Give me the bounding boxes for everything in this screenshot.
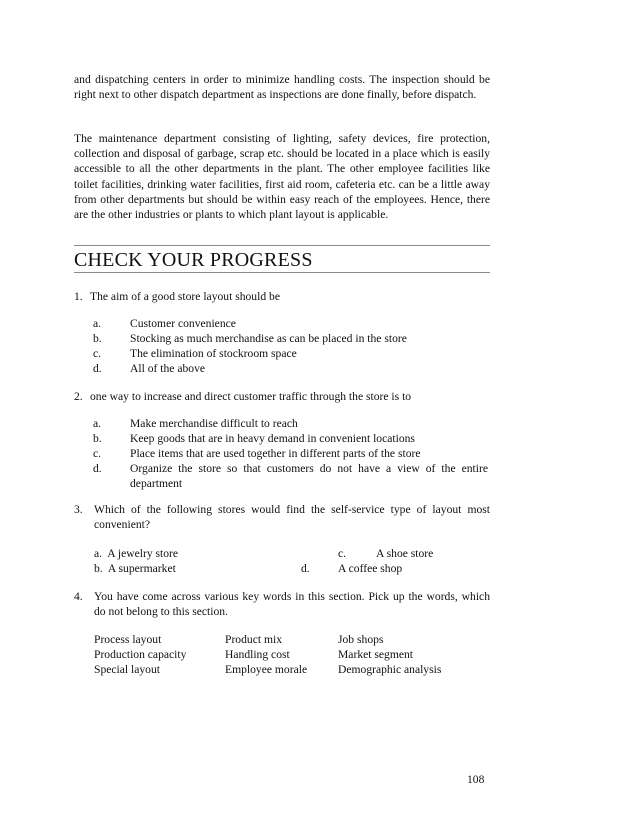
option-text: Place items that are used together in different parts of the store: [130, 447, 421, 460]
option-text: Make merchandise difficult to reach: [130, 417, 298, 430]
question-text: one way to increase and direct customer traffic through the store is to: [90, 390, 412, 403]
question-3: [74, 502, 490, 533]
question-number: 4.: [74, 590, 83, 603]
option-letter: a.: [93, 417, 102, 430]
option-letter: d.: [93, 362, 102, 375]
option-letter: d.: [301, 562, 310, 575]
keyword-cell: Special layout: [94, 663, 161, 676]
option-3d: [301, 561, 310, 576]
option-letter: a.: [93, 317, 102, 330]
keyword-cell: Process layout: [94, 633, 162, 646]
heading-rule-top: [74, 245, 490, 246]
option-1b: [93, 331, 493, 347]
keyword-cell: Product mix: [225, 633, 283, 646]
option-1a: [93, 316, 493, 332]
option-letter: b.: [94, 562, 103, 575]
option-letter: b.: [93, 432, 102, 445]
heading-rule-bottom: [74, 272, 490, 273]
question-text: Which of the following stores would find the self-service type of layout most convenient?: [94, 503, 490, 532]
question-4: [74, 589, 490, 620]
question-2: [74, 389, 490, 405]
option-text: All of the above: [130, 362, 206, 375]
paragraph-intro: and dispatching centers in order to minimize handling costs. The inspection should be right next to other dispatch department as inspections are done finally, before dispatch.: [74, 73, 490, 102]
keyword-cell: Demographic analysis: [338, 663, 442, 676]
option-text: Organize the store so that customers do not have a view of the entire department: [130, 462, 488, 491]
question-1: [74, 289, 490, 305]
option-3c: [338, 546, 346, 561]
option-letter: d.: [93, 462, 102, 475]
option-3d-text: [338, 561, 402, 576]
option-3b: [94, 561, 176, 576]
option-text: A coffee shop: [338, 562, 403, 575]
option-letter: a.: [94, 547, 103, 560]
option-1c: [93, 346, 493, 362]
option-text: Stocking as much merchandise as can be placed in the store: [130, 332, 407, 345]
section-heading: CHECK YOUR PROGRESS: [74, 249, 313, 271]
option-3a: [94, 546, 178, 561]
option-2d: [93, 461, 493, 492]
option-2a: [93, 416, 493, 432]
option-1d: [93, 361, 493, 377]
keyword-cell: Market segment: [338, 648, 414, 661]
option-2b: [93, 431, 493, 447]
question-number: 2.: [74, 390, 83, 403]
option-text: A supermarket: [107, 562, 176, 575]
option-letter: c.: [93, 347, 102, 360]
option-text: Customer convenience: [130, 317, 236, 330]
option-text: A shoe store: [376, 547, 434, 560]
paragraph-maintenance: The maintenance department consisting of lighting, safety devices, fire protection, collection and disposal of garbage, scrap etc. should be located in a place which is easily accessible to all the other departments in the plant. The other employee facilities like toilet facilities, drinking water facilities, first aid room, cafeteria etc. can be a little away from other departments but should be within easy reach of the employees. Hence, there are the other industries or plants to which plant layout is applicable.: [74, 132, 490, 222]
option-3c-text: [376, 546, 433, 561]
keyword-cell: Job shops: [338, 633, 384, 646]
page-number: 108: [467, 773, 485, 786]
keyword-cell: Production capacity: [94, 648, 187, 661]
option-2c: [93, 446, 493, 462]
keyword-cell: Employee morale: [225, 663, 308, 676]
question-number: 3.: [74, 503, 83, 516]
option-letter: c.: [93, 447, 102, 460]
question-text: The aim of a good store layout should be: [90, 290, 280, 303]
option-text: A jewelry store: [107, 547, 179, 560]
question-number: 1.: [74, 290, 83, 303]
keyword-cell: Handling cost: [225, 648, 290, 661]
question-text: You have come across various key words in this section. Pick up the words, which do not belong to this section.: [94, 590, 490, 619]
option-text: The elimination of stockroom space: [130, 347, 297, 360]
option-text: Keep goods that are in heavy demand in convenient locations: [130, 432, 415, 445]
option-letter: c.: [338, 547, 347, 560]
option-letter: b.: [93, 332, 102, 345]
